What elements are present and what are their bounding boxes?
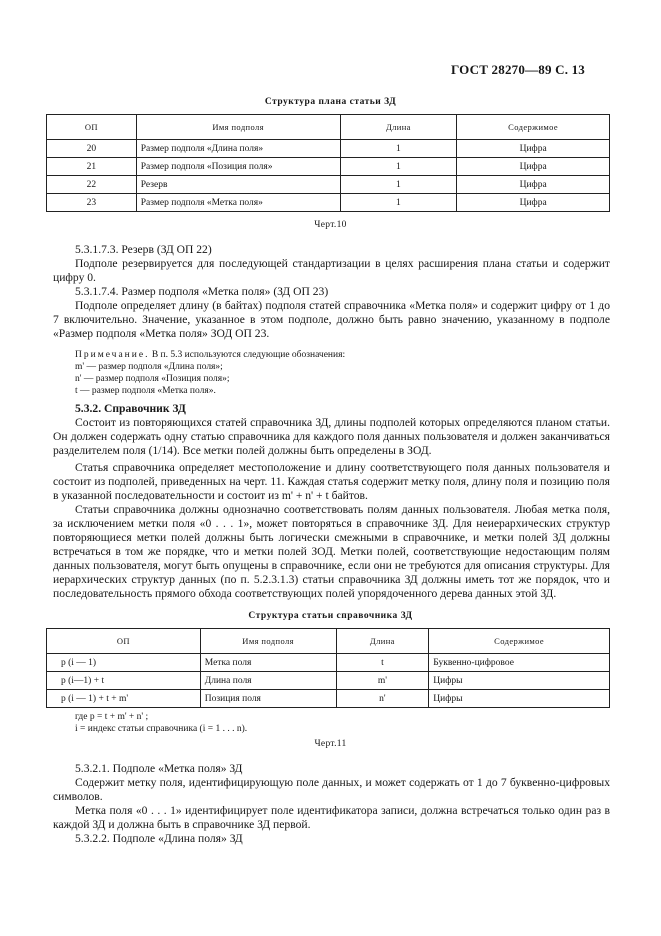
table1-header-cell: Длина [340, 115, 457, 140]
table-cell: 23 [47, 194, 137, 212]
table-cell: Длина поля [200, 672, 336, 690]
table-row [47, 140, 610, 158]
table-cell: 20 [47, 140, 137, 158]
table1 [46, 114, 610, 212]
table-cell: Размер подполя «Метка поля» [136, 194, 340, 212]
table-cell: Цифра [457, 194, 610, 212]
table1-header-cell: ОП [47, 115, 137, 140]
section-heading: 5.3.2. Справочник ЗД [75, 402, 186, 415]
table1-header-cell: Имя подполя [136, 115, 340, 140]
chart10-label: Черт.10 [314, 220, 347, 230]
paragraph: Статьи справочника должны однозначно соответствовать полям данных пользователя. Любая метка поля, за исключением метки поля «0 . . . 1», может повторяться в справочнике ЗД. Для неиерархических структур повторяющиеся метки полей должны быть логически смежными в справочнике, и метки полей ЗД должны встречаться в том же порядке, что и метки полей ЗОД. Метки полей, соответствующие недостающим полям данных пользователя, могут быть опущены в справочнике, если они не требуются для описания структуры. Для иерархических структур данных (по п. 5.2.3.1.3) статьи справочника ЗД должны иметь тот же порядок, что и последовательность прямого обхода соответствующих полей упорядоченного дерева данных этой ЗД. [53, 503, 610, 600]
table1-header-row [47, 115, 610, 140]
legend-line: где p = t + m' + n' ; [75, 712, 149, 722]
table-cell: p (i—1) + t [47, 672, 201, 690]
table-cell: Цифры [429, 690, 610, 708]
table-row [47, 158, 610, 176]
note-line: t — размер подполя «Метка поля». [75, 386, 216, 396]
table-row [47, 690, 610, 708]
note-text: В п. 5.3 используются следующие обозначения: [149, 350, 346, 360]
table-cell: 1 [340, 158, 457, 176]
table1-caption: Структура плана статьи ЗД [264, 97, 397, 107]
paragraph: Содержит метку поля, идентифицирующую поле данных, и может содержать от 1 до 7 буквенно-цифровых символов. [53, 776, 610, 803]
paragraph: Состоит из повторяющихся статей справочника ЗД, длины подполей которых определяются планом статьи. Он должен содержать одну статью справочника для каждого поля данных пользователя и должен заканчиваться разделителем поля (1/14). Все метки полей должны быть определены в ЗОД. [53, 416, 610, 457]
page-header: ГОСТ 28270—89 С. 13 [451, 62, 585, 77]
clause-heading: 5.3.1.7.4. Размер подполя «Метка поля» (ЗД ОП 23) [75, 285, 329, 298]
note-line: m' — размер подполя «Длина поля»; [75, 362, 223, 372]
table-cell: t [336, 654, 429, 672]
table-cell: n' [336, 690, 429, 708]
table-cell: p (i — 1) + t + m' [47, 690, 201, 708]
note [53, 349, 610, 397]
chart11-label: Черт.11 [314, 739, 347, 749]
table2 [46, 628, 610, 708]
table-cell: 1 [340, 176, 457, 194]
text-block-2 [53, 762, 610, 846]
table2-legend [75, 711, 595, 735]
table2-caption: Структура статьи справочника ЗД [248, 611, 413, 621]
table-cell: Цифра [457, 176, 610, 194]
paragraph: Подполе определяет длину (в байтах) подполя статей справочника «Метка поля» и содержит цифру от 1 до 7 включительно. Значение, указанное в этом подполе, должно быть равно значению, указанному в подполе «Размер подполя «Метка поля» ЗОД ОП 23. [53, 299, 610, 340]
paragraph: Подполе резервируется для последующей стандартизации в целях расширения плана статьи и содержит цифру 0. [53, 257, 610, 284]
legend-line: i = индекс статьи справочника (i = 1 . . . n). [75, 724, 248, 734]
note-label: Примечание. [75, 350, 150, 360]
table-row [47, 654, 610, 672]
table-cell: Буквенно-цифровое [429, 654, 610, 672]
table2-header-row [47, 629, 610, 654]
table2-header-cell: Содержимое [429, 629, 610, 654]
table-cell: Цифры [429, 672, 610, 690]
table-cell: Резерв [136, 176, 340, 194]
table-cell: Метка поля [200, 654, 336, 672]
table1-header-cell: Содержимое [457, 115, 610, 140]
table2-header-cell: Имя подполя [200, 629, 336, 654]
table-row [47, 176, 610, 194]
table-cell: Размер подполя «Длина поля» [136, 140, 340, 158]
table-row [47, 194, 610, 212]
table2-header-cell: ОП [47, 629, 201, 654]
paragraph: Статья справочника определяет местоположение и длину соответствующего поля данных пользователя и состоит из подполей, приведенных на черт. 11. Каждая статья содержит метку поля, длину поля и позицию поля в указанной последовательности и состоит из m' + n' + t байтов. [53, 461, 610, 502]
table-cell: m' [336, 672, 429, 690]
text-block-1 [53, 243, 610, 601]
table-cell: Цифра [457, 158, 610, 176]
paragraph: Метка поля «0 . . . 1» идентифицирует поле идентификатора записи, должна встречаться только один раз в каждой ЗД и должна быть в справочнике ЗД первой. [53, 804, 610, 831]
table-cell: Размер подполя «Позиция поля» [136, 158, 340, 176]
table-cell: 1 [340, 194, 457, 212]
table-cell: 1 [340, 140, 457, 158]
table-cell: Позиция поля [200, 690, 336, 708]
clause-heading: 5.3.2.1. Подполе «Метка поля» ЗД [75, 762, 243, 775]
table-row [47, 672, 610, 690]
table-cell: p (i — 1) [47, 654, 201, 672]
table2-header-cell: Длина [336, 629, 429, 654]
table-cell: 21 [47, 158, 137, 176]
table-cell: 22 [47, 176, 137, 194]
table-cell: Цифра [457, 140, 610, 158]
clause-heading: 5.3.2.2. Подполе «Длина поля» ЗД [75, 832, 243, 845]
note-line: n' — размер подполя «Позиция поля»; [75, 374, 230, 384]
clause-heading: 5.3.1.7.3. Резерв (ЗД ОП 22) [75, 243, 212, 256]
